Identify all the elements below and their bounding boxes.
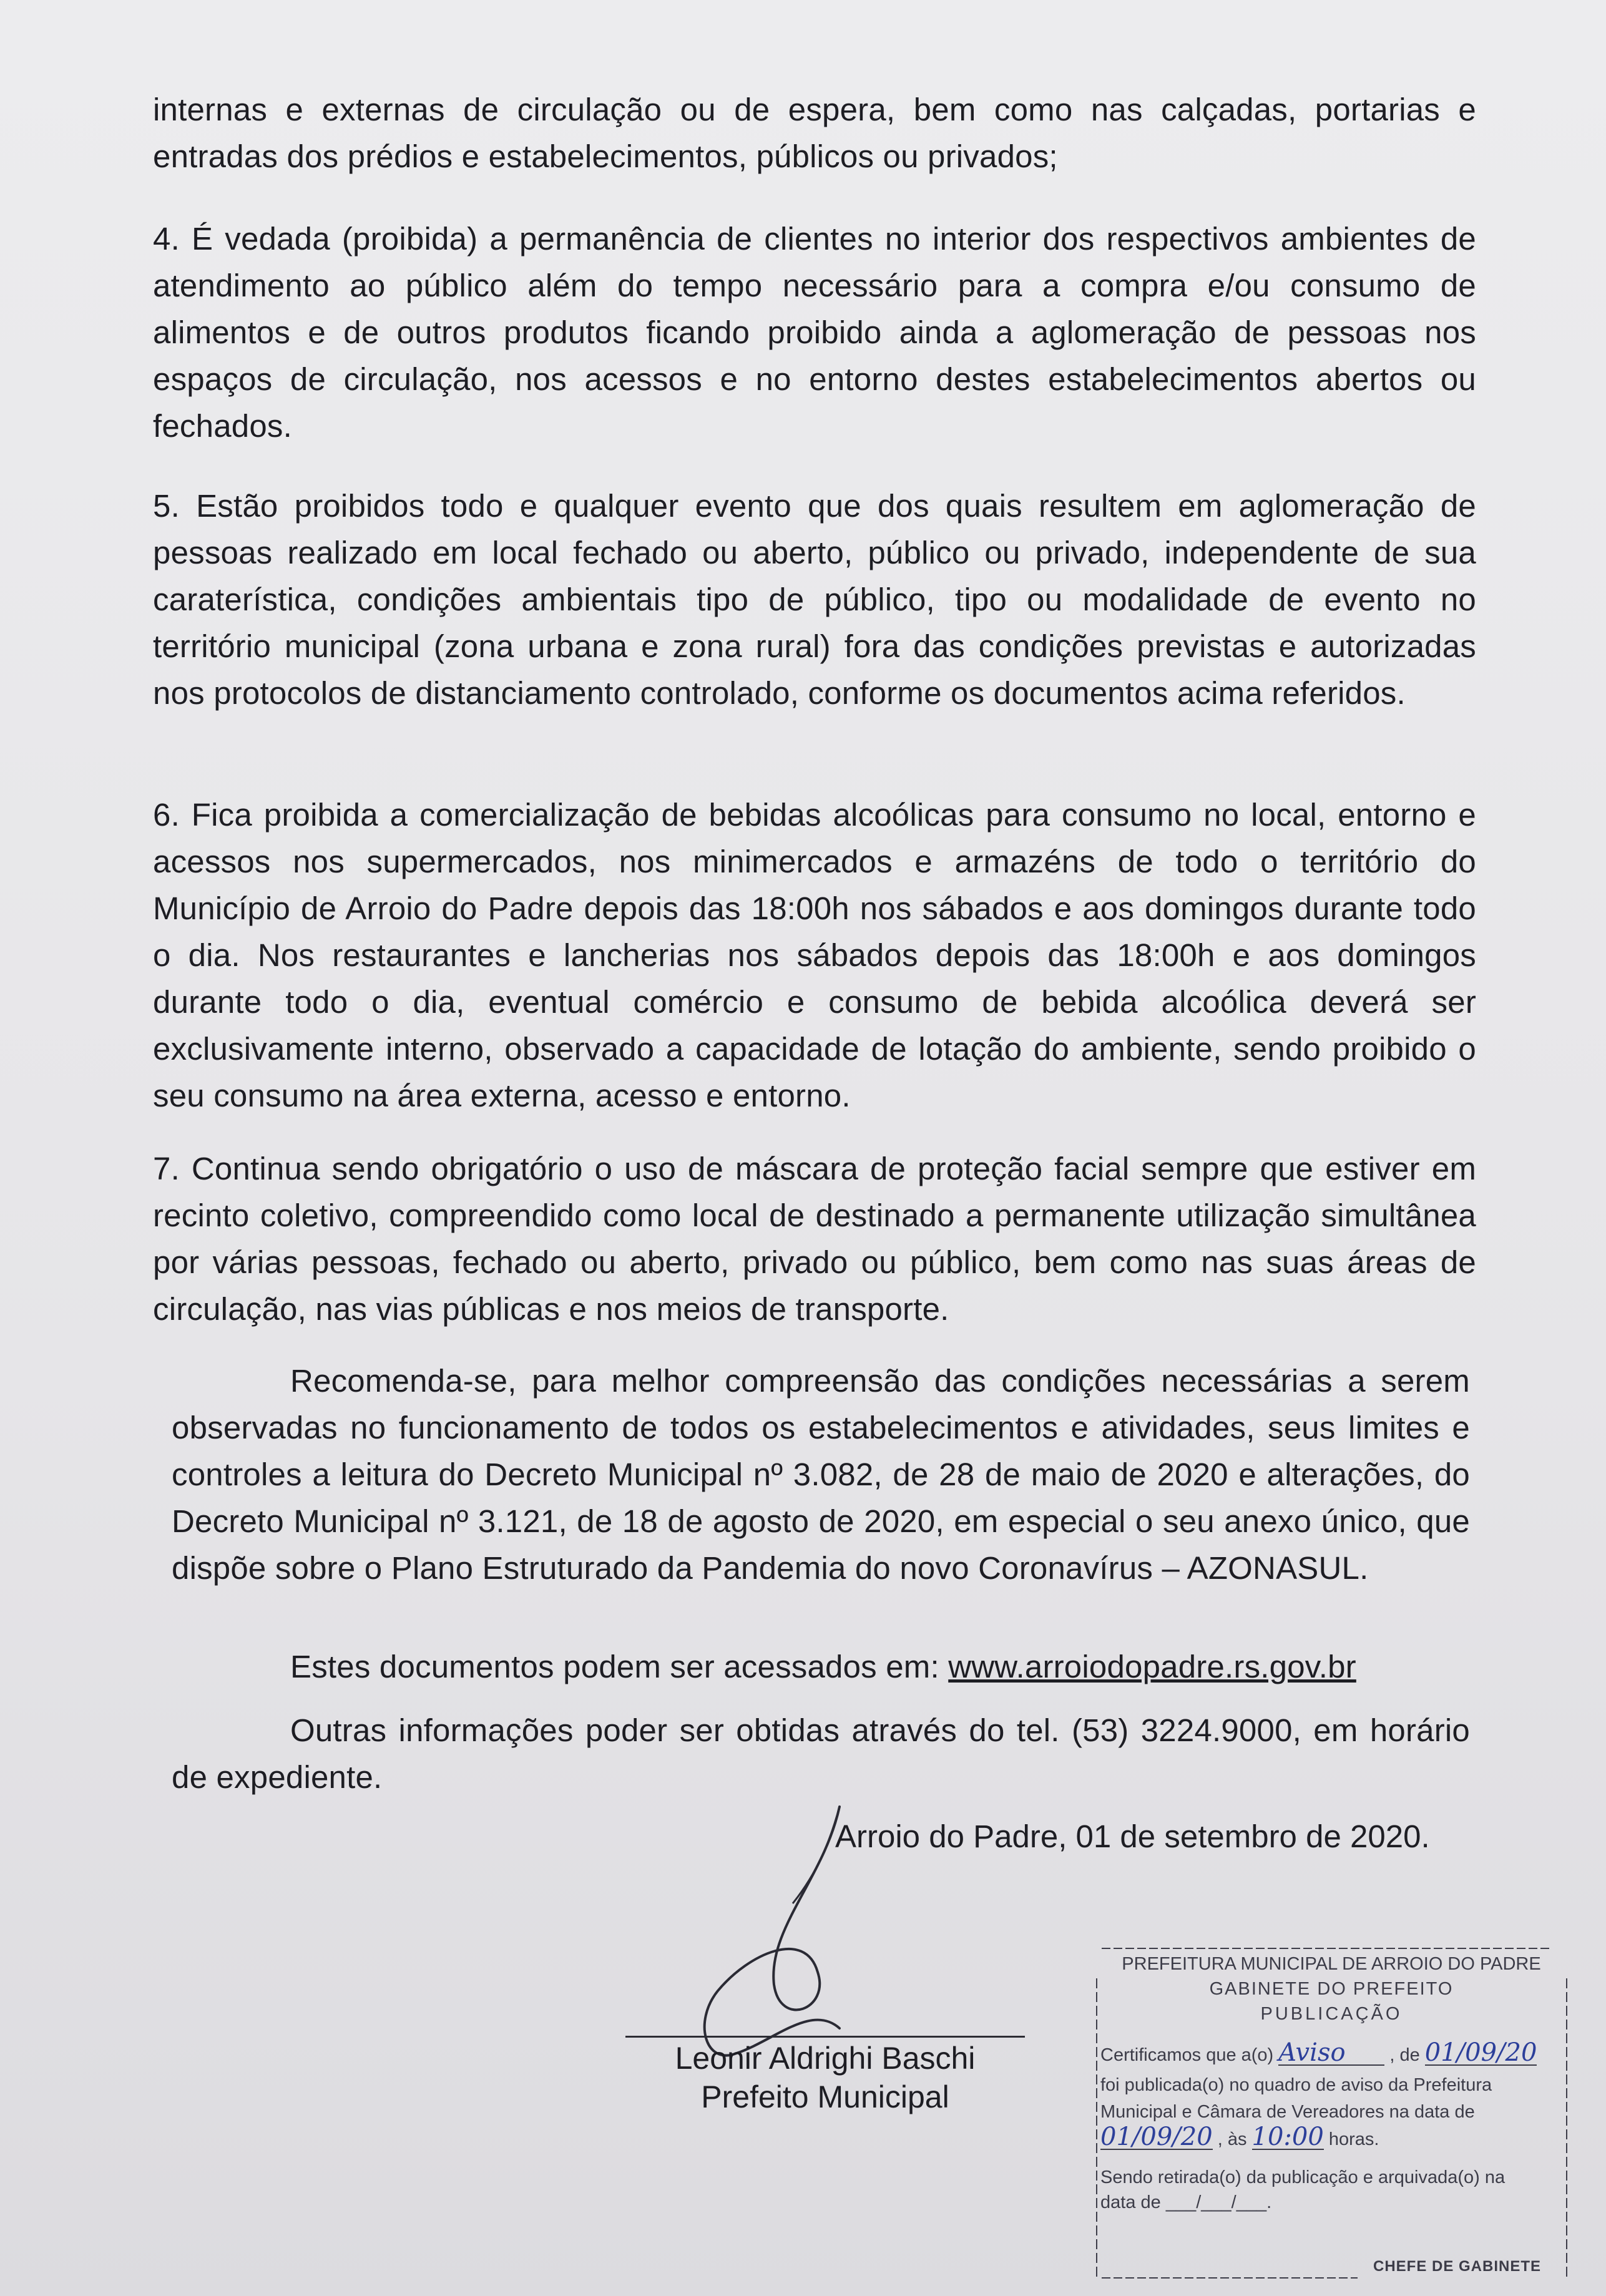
as-label: , às — [1217, 2129, 1247, 2149]
certify-de: , de — [1389, 2045, 1420, 2065]
doc-date-handwritten: 01/09/20 — [1424, 2038, 1537, 2067]
place-and-date: Arroio do Padre, 01 de setembro de 2020. — [835, 1819, 1430, 1854]
contact-info — [172, 1707, 1470, 1800]
item-7 — [153, 1145, 1476, 1332]
item-4 — [153, 215, 1476, 449]
doc-type-handwritten: Aviso — [1278, 2041, 1384, 2066]
pub-time-handwritten: 10:00 — [1251, 2123, 1324, 2151]
paragraph-item-6: 6. Fica proibida a comercialização de bebidas alcoólicas para consumo no local, entorno e acessos nos supermercados, nos minimercados e armazéns de todo o território do Município de Arroio do Padre depois das 18:00h nos sábados e aos domingos durante todo o dia. Nos restaurantes e lancherias nos sábados depois das 18:00h e aos domingos durante todo o dia, eventual comércio e consumo de bebida alcoólica deverá ser exclusivamente interno, observado a capacidade de lotação do ambiente, sendo proibido o seu consumo na área externa, acesso e entorno. — [153, 797, 1476, 1113]
paragraph-item-5: 5. Estão proibidos todo e qualquer evento que dos quais resultem em aglomeração de pessoas realizado em local fechado ou aberto, público ou privado, independente de sua caraterística, condições ambientais tipo de público, tipo ou modalidade de evento no território municipal (zona urbana e zona rural) fora das condições previstas e autorizadas nos protocolos de distanciamento controlado, conforme os documentos acima referidos. — [153, 488, 1476, 711]
paragraph-contact: Outras informações poder ser obtidas através do tel. (53) 3224.9000, em horário de expediente. — [172, 1712, 1470, 1795]
paragraph-item-7: 7. Continua sendo obrigatório o uso de máscara de proteção facial sempre que estiver em recinto coletivo, compreendido como local de destinado a permanente utilização simultânea por várias pessoas, fechado ou aberto, privado ou público, bem como nas suas áreas de circulação, nas vias públicas e nos meios de transporte. — [153, 1151, 1476, 1327]
signer-role: Prefeito Municipal — [701, 2079, 949, 2114]
pub-date-handwritten: 01/09/20 — [1100, 2123, 1213, 2151]
access-info — [172, 1643, 1470, 1690]
stamp-date-line — [1100, 2191, 1562, 2214]
stamp-footer: CHEFE DE GABINETE — [1373, 2258, 1542, 2275]
date-blank: ___/___/___. — [1165, 2192, 1272, 2212]
access-text: Estes documentos podem ser acessados em: — [290, 1649, 949, 1684]
item-5 — [153, 482, 1476, 716]
publication-stamp — [1089, 1941, 1573, 2284]
stamp-title: PREFEITURA MUNICIPAL DE ARROIO DO PADRE — [1122, 1954, 1541, 1974]
stamp-heading: PUBLICAÇÃO — [1260, 2004, 1403, 2024]
stamp-pub-date-line — [1100, 2125, 1562, 2151]
paragraph-recommendation: Recomenda-se, para melhor compreensão das condições necessárias a serem observadas no funcionamento de todos os estabelecimentos e atividades, seus limites e controles a leitura do Decreto Municipal nº 3.082, de 28 de maio de 2020 e alterações, do Decreto Municipal nº 3.121, de 18 de agosto de 2020, em especial o seu anexo único, que dispõe sobre o Plano Estruturado da Pandemia do novo Coronavírus – AZONASUL. — [172, 1363, 1470, 1586]
paragraph-item-4: 4. É vedada (proibida) a permanência de clientes no interior dos respectivos ambientes de atendimento ao público além do tempo necessário para a compra e/ou consumo de alimentos e de outros produtos ficando proibido ainda a aglomeração de pessoas nos espaços de circulação, nos acessos e no entorno destes estabelecimentos abertos ou fechados. — [153, 221, 1476, 444]
paragraph-access — [172, 1643, 1470, 1690]
recommendation — [172, 1357, 1470, 1591]
certify-prefix: Certificamos que a(o) — [1100, 2045, 1274, 2065]
paragraph-1: internas e externas de circulação ou de espera, bem como nas calçadas, portarias e entradas dos prédios e estabelecimentos, públicos ou privados; — [153, 92, 1476, 174]
stamp-municipal-line: Municipal e Câmara de Vereadores na data de — [1100, 2102, 1475, 2122]
item-6 — [153, 791, 1476, 1119]
paragraph-continuation — [153, 86, 1476, 180]
date-label: data de — [1100, 2192, 1161, 2212]
website-link[interactable]: www.arroiodopadre.rs.gov.br — [948, 1649, 1356, 1684]
stamp-published-line: foi publicada(o) no quadro de aviso da Prefeitura — [1100, 2075, 1492, 2095]
stamp-withdrawn-line: Sendo retirada(o) da publicação e arquivada(o) na — [1100, 2167, 1506, 2187]
signature-line — [625, 2036, 1025, 2038]
horas-label: horas. — [1328, 2129, 1379, 2149]
stamp-department: GABINETE DO PREFEITO — [1209, 1979, 1454, 1999]
signer-name: Leonir Aldrighi Baschi — [675, 2041, 976, 2076]
stamp-certify-line — [1100, 2038, 1562, 2067]
